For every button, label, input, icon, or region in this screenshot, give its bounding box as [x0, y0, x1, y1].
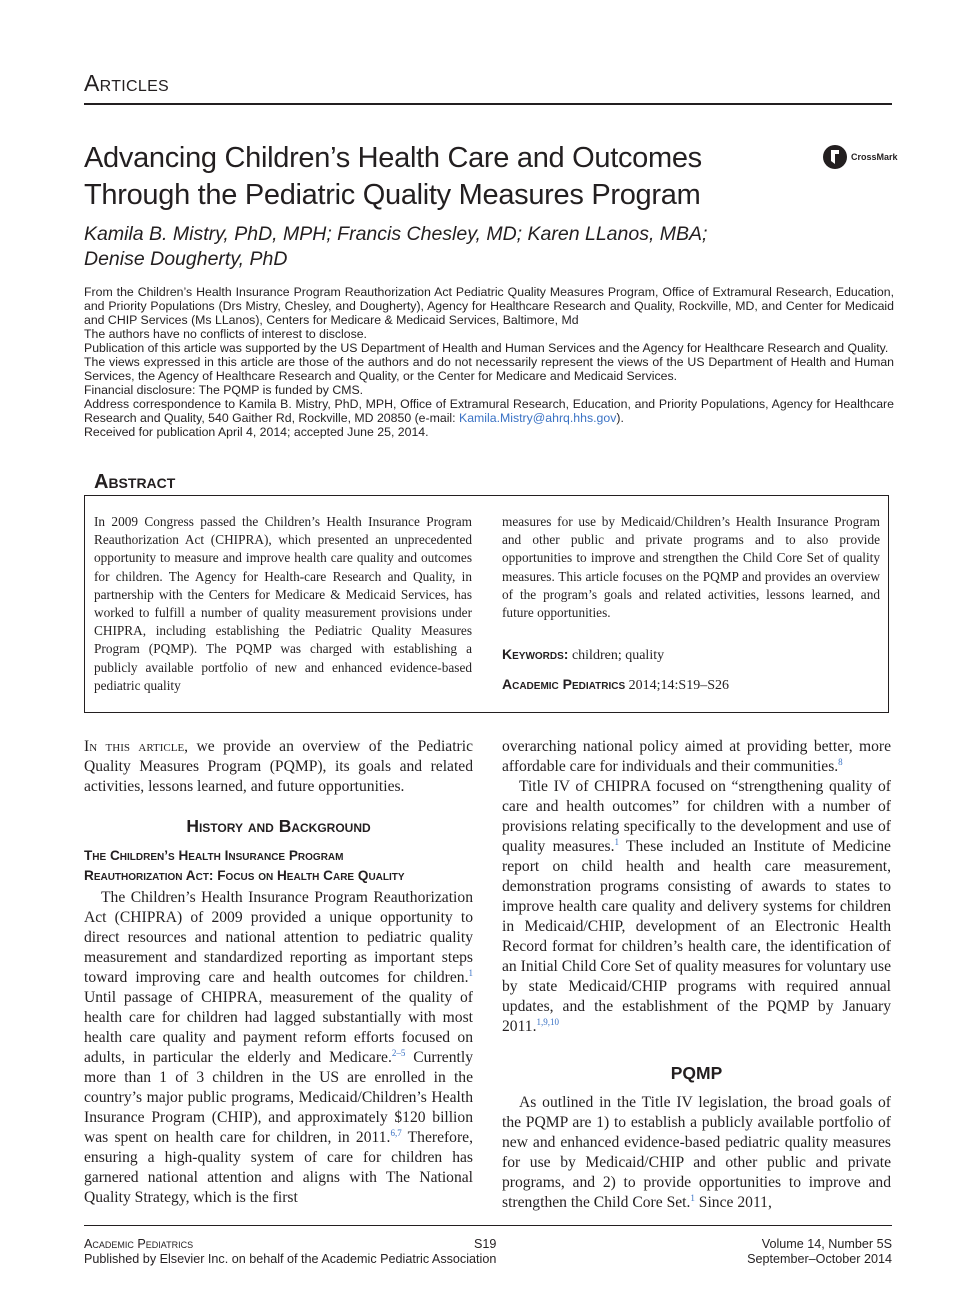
- ref-link[interactable]: 1: [468, 967, 473, 978]
- p4-text-b: Since 2011,: [694, 1194, 772, 1211]
- p1-text-c: Currently more than 1 of 3 children in the US are enrolled in the country’s major public programs, Medicaid/Children’s Health Insurance Program (CHIP), and approximately $120 billion was spent on health care for children, in 2011.: [84, 1049, 473, 1146]
- intro-text: we provide an overview of the Pediatric Quality Measures Program (PQMP), its goals and related activities, lessons learned, and future opportunities.: [84, 738, 473, 795]
- heading-pqmp: PQMP: [670, 1063, 723, 1083]
- body-column-right: [502, 737, 891, 1213]
- title-line-2: Through the Pediatric Quality Measures Program: [84, 179, 701, 211]
- conflict-note: The authors have no conflicts of interest to disclose.: [84, 327, 367, 341]
- body-column-left: [84, 737, 473, 1208]
- section-label: Articles: [84, 70, 170, 96]
- paragraph-1: [84, 888, 473, 1208]
- p1-text-d: Therefore, ensuring a high-quality system of care for children has garnered national attention and aligns with The National Quality Strategy, which is the first: [84, 1129, 473, 1206]
- abstract-heading: Abstract: [94, 471, 176, 493]
- intro-lead: In this article,: [84, 738, 189, 755]
- disclosure-note: Financial disclosure: The PQMP is funded by CMS.: [84, 383, 364, 397]
- authors-line-2: Denise Dougherty, PhD: [84, 248, 288, 270]
- paragraph-2: [502, 737, 891, 777]
- keywords-label: Keywords:: [502, 646, 569, 662]
- ref-link[interactable]: 6,7: [390, 1127, 402, 1138]
- received-note: Received for publication April 4, 2014; accepted June 25, 2014.: [84, 425, 429, 439]
- heading-chipra: [84, 846, 473, 886]
- ref-link[interactable]: 1: [690, 1192, 695, 1203]
- correspondence-end: ).: [616, 411, 624, 425]
- crossmark-label: CrossMark: [851, 152, 898, 162]
- email-link[interactable]: Kamila.Mistry@ahrq.hhs.gov: [459, 411, 617, 425]
- header-rule: [84, 103, 892, 105]
- abstract-text-col1: In 2009 Congress passed the Children’s Health Insurance Program Reauthorization Act (CHIPRA), which presented an unprecedented opportunity to measure and improve health care quality and outcomes for children. The Agency for Health-care Research and Quality, in partnership with the Centers for Medicare & Medicaid Services, has worked to fulfill a number of quality measurement provisions under CHIPRA, including establishing the Pediatric Quality Measures Program (PQMP). The PQMP was charged with establishing a publicly available portfolio of new and enhanced evidence-based pediatric quality: [94, 514, 472, 693]
- p3-text-a: Title IV of CHIPRA focused on “strengthening quality of care and health outcomes” for children with a number of provisions relating specifically to the development and use of quality measures.: [502, 778, 891, 855]
- crossmark-badge[interactable]: [822, 144, 898, 170]
- footer-publisher: Published by Elsevier Inc. on behalf of the Academic Pediatric Association: [84, 1251, 497, 1266]
- footer-right: [660, 1237, 892, 1266]
- article-title: [84, 140, 764, 214]
- intro-paragraph: [84, 737, 473, 797]
- footer-rule: [84, 1225, 892, 1226]
- keywords: [502, 646, 664, 664]
- footer-volume: Volume 14, Number 5S: [761, 1237, 892, 1251]
- footer-left: [84, 1237, 496, 1266]
- affiliation-note: From the Children’s Health Insurance Program Reauthorization Act Pediatric Quality Measures Program, Office of Extramural Research, Education, and Priority Populations (Drs Mistry, Chesley, and Dougherty), Agency for Healthcare Research and Quality, Rockville, MD, and Center for Medicaid and CHIP Services (Ms LLanos), Centers for Medicare & Medicaid Services, Baltimore, Md: [84, 285, 894, 327]
- heading-chipra-line1: The Children’s Health Insurance Program: [84, 848, 344, 863]
- ref-link[interactable]: 8: [838, 756, 843, 767]
- ref-link[interactable]: 2–5: [391, 1047, 406, 1058]
- p2-text: overarching national policy aimed at providing better, more affordable care for individuals and their communities.: [502, 738, 891, 775]
- p3-text-b: These included an Institute of Medicine report on child health and health care measurement, demonstration programs consisting of awards to states to improve health care quality and delivery systems for children in Medicaid/CHIP, development of an Electronic Health Record format for children’s health care, the identification of an Initial Child Core Set of quality measures for voluntary use by state Medicaid/CHIP programs with required annual updates, and the establishment of the PQMP by January 2011.: [502, 838, 891, 1035]
- p1-text-a: The Children’s Health Insurance Program Reauthorization Act (CHIPRA) of 2009 provided a unique opportunity to direct resources and national attention to pediatric quality measurement and standardized reporting as important steps toward improving care and health outcomes for children.: [84, 889, 473, 986]
- citation-value: 2014;14:S19–S26: [628, 678, 730, 693]
- title-line-1: Advancing Children’s Health Care and Outcomes: [84, 142, 702, 174]
- support-note: Publication of this article was supported by the US Department of Health and Human Services and the Agency for Healthcare Research and Quality.: [84, 341, 889, 355]
- paragraph-4: [502, 1093, 891, 1213]
- correspondence-note: [84, 397, 894, 425]
- footer-date: September–October 2014: [747, 1251, 892, 1266]
- affiliations-block: [84, 285, 894, 439]
- heading-history: History and Background: [186, 816, 371, 836]
- journal-citation: [502, 676, 729, 694]
- page-number: S19: [474, 1237, 497, 1251]
- crossmark-icon: [822, 144, 848, 170]
- abstract-text-col2: measures for use by Medicaid/Children’s Health Insurance Program and other public and private programs and to also provide opportunities to improve and strengthen the Child Core Set of quality measures. This article focuses on the PQMP and provides an overview of the program’s goals and related activities, lessons learned, and future opportunities.: [502, 514, 880, 621]
- correspondence-text: Address correspondence to Kamila B. Mistry, PhD, MPH, Office of Extramural Research, Education, and Priority Populations, Agency for Healthcare Research and Quality, 540 Gaither Rd, Rockville, MD 20850 (e-mail:: [84, 397, 894, 425]
- p1-text-b: Until passage of CHIPRA, measurement of the quality of health care for children had lagged substantially with most health care quality and payment reform efforts focused on adults, in particular the elderly and Medicare.: [84, 989, 473, 1066]
- p4-text-a: As outlined in the Title IV legislation, the broad goals of the PQMP are 1) to establish a publicly available portfolio of new and enhanced evidence-based pediatric quality measures for use by Medicaid/CHIP and other public and private programs, and 2) to provide opportunities to improve and strengthen the Child Core Set.: [502, 1094, 891, 1211]
- heading-chipra-line2: Reauthorization Act: Focus on Health Care Quality: [84, 868, 405, 883]
- keywords-value: children; quality: [571, 648, 665, 663]
- authors-line-1: Kamila B. Mistry, PhD, MPH; Francis Chesley, MD; Karen LLanos, MBA;: [84, 223, 708, 245]
- ref-link[interactable]: 1,9,10: [536, 1016, 560, 1027]
- paragraph-3: [502, 777, 891, 1037]
- ref-link[interactable]: 1: [614, 836, 619, 847]
- author-list: [84, 222, 784, 272]
- footer-journal: Academic Pediatrics: [84, 1237, 194, 1251]
- views-note: The views expressed in this article are those of the authors and do not necessarily represent the views of the US Department of Health and Human Services, the Agency of Healthcare Research and Quality, or the Center for Medicare and Medicaid Services.: [84, 355, 894, 383]
- journal-name: Academic Pediatrics: [502, 676, 626, 692]
